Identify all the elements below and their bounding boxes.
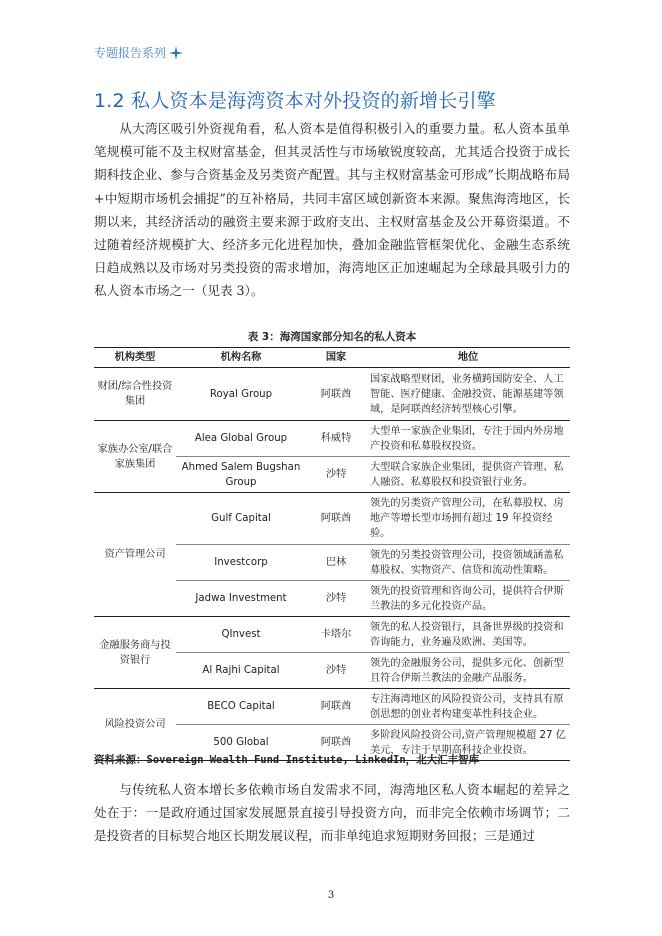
institution-name: Al Rajhi Capital (176, 653, 306, 689)
institution-name: BECO Capital (176, 689, 306, 725)
report-series-header (94, 44, 183, 61)
institution-type: 财团/综合性投资集团 (94, 368, 176, 421)
header-country: 国家 (306, 348, 366, 368)
comparison-paragraph (94, 778, 570, 848)
institution-status: 领先的另类投资管理公司，投资领域涵盖私募股权、实物资产、信贷和流动性策略。 (366, 545, 570, 581)
institution-country: 沙特 (306, 581, 366, 617)
header-name: 机构名称 (176, 348, 306, 368)
institution-status: 大型联合家族企业集团，提供资产管理、私人融资、私募股权和投资银行业务。 (366, 457, 570, 493)
institution-country: 科威特 (306, 421, 366, 457)
table-row (94, 617, 570, 653)
institution-type: 资产管理公司 (94, 493, 176, 617)
header-type: 机构类型 (94, 348, 176, 368)
private-capital-table (94, 347, 570, 761)
institution-status: 国家战略型财团，业务横跨国防安全、人工智能、医疗健康、金融投资、能源基建等领域，是阿联酋经济转型核心引擎。 (366, 368, 570, 421)
institution-type: 家族办公室/联合家族集团 (94, 421, 176, 493)
institution-name: Alea Global Group (176, 421, 306, 457)
institution-country: 阿联酋 (306, 689, 366, 725)
institution-status: 多阶段风险投资公司,资产管理规模超 27 亿美元，专注于早期高科技企业投资。 (366, 725, 570, 761)
institution-status: 领先的投资管理和咨询公司，提供符合伊斯兰教法的多元化投资产品。 (366, 581, 570, 617)
table-caption: 表 3：海湾国家部分知名的私人资本 (247, 331, 417, 343)
header-status: 地位 (366, 348, 570, 368)
page-number: 3 (327, 890, 335, 901)
institution-name: Gulf Capital (176, 493, 306, 545)
table-row (94, 368, 570, 421)
table-row (94, 689, 570, 725)
intro-paragraph (94, 117, 570, 303)
institution-status: 领先的另类资产管理公司，在私募股权、房地产等增长型市场拥有超过 19 年投资经验。 (366, 493, 570, 545)
table-row (94, 493, 570, 545)
section-title: 1.2 私人资本是海湾资本对外投资的新增长引擎 (94, 90, 496, 112)
institution-country: 阿联酋 (306, 368, 366, 421)
institution-type: 金融服务商与投资银行 (94, 617, 176, 689)
header-label: 专题报告系列 (94, 46, 167, 60)
intro-paragraph-text: 从大湾区吸引外资视角看，私人资本是值得积极引入的重要力量。私人资本虽单笔规模可能不及主权财富基金，但其灵活性与市场敏锐度较高，尤其适合投资于成长期科技企业、参与合资基金及另类资产配置。其与主权财富基金可形成“长期战略布局+中短期市场机会捕捉”的互补格局，共同丰富区域创新资本来源。聚焦海湾地区，长期以来，其经济活动的融资主要来源于政府支出、主权财富基金及公开募资渠道。不过随着经济规模扩大、经济多元化进程加快，叠加金融监管框架优化、金融生态系统日趋成熟以及市场对另类投资的需求增加，海湾地区正加速崛起为全球最具吸引力的私人资本市场之一（见表 3）。 (94, 121, 570, 299)
institution-country: 阿联酋 (306, 493, 366, 545)
institution-status: 大型单一家族企业集团，专注于国内外房地产投资和私募股权投资。 (366, 421, 570, 457)
institution-name: Investcorp (176, 545, 306, 581)
institution-name: Jadwa Investment (176, 581, 306, 617)
institution-name: Royal Group (176, 368, 306, 421)
institution-status: 领先的金融服务公司，提供多元化、创新型且符合伊斯兰教法的金融产品服务。 (366, 653, 570, 689)
table-source-note: 资料来源：Sovereign Wealth Fund Institute, LinkedIn，北大汇丰智库 (94, 754, 480, 766)
institution-country: 卡塔尔 (306, 617, 366, 653)
institution-country: 巴林 (306, 545, 366, 581)
institution-country: 阿联酋 (306, 725, 366, 761)
institution-type: 风险投资公司 (94, 689, 176, 761)
institution-status: 专注海湾地区的风险投资公司，支持具有原创思想的创业者构建变革性科技企业。 (366, 689, 570, 725)
comparison-paragraph-text: 与传统私人资本增长多依赖市场自发需求不同，海湾地区私人资本崛起的差异之处在于：一是政府通过国家发展愿景直接引导投资方向，而非完全依赖市场调节；二是投资者的目标契合地区长期发展议程，而非单纯追求短期财务回报；三是通过 (94, 782, 570, 844)
institution-name: 500 Global (176, 725, 306, 761)
institution-name: Ahmed Salem Bugshan Group (176, 457, 306, 493)
institution-name: QInvest (176, 617, 306, 653)
institution-status: 领先的私人投资银行，具备世界级的投资和咨询能力，业务遍及欧洲、美国等。 (366, 617, 570, 653)
table-row (94, 421, 570, 457)
institution-country: 沙特 (306, 653, 366, 689)
sparkle-star-icon (169, 46, 183, 60)
institution-country: 沙特 (306, 457, 366, 493)
table-header-row (94, 348, 570, 368)
